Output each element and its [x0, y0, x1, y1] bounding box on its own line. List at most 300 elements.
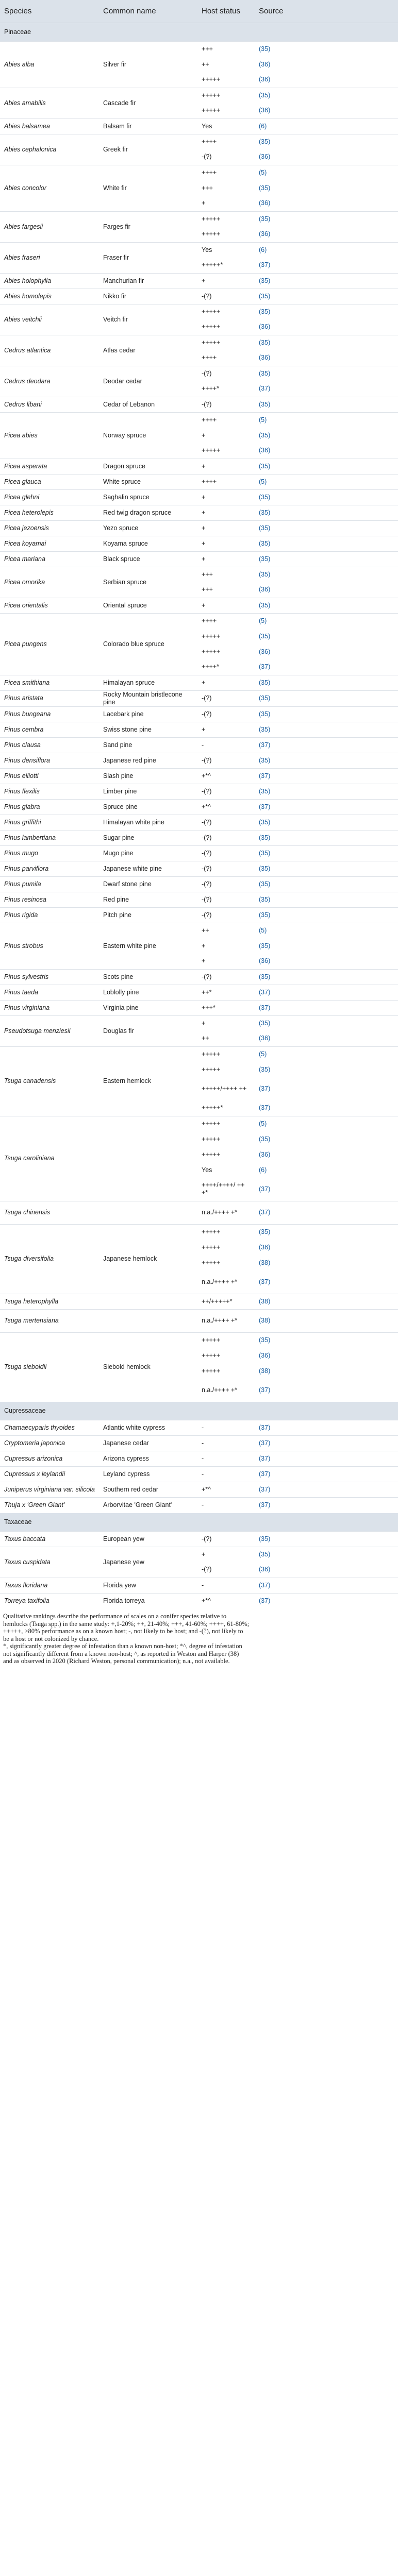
common-name: Virginia pine — [99, 1000, 197, 1015]
host-status-value: +++++ — [202, 632, 221, 640]
footnote-line: be a host or not colonized by chance. — [3, 1635, 99, 1642]
source-link: (35) — [259, 942, 271, 950]
host-status-value: +++++ — [202, 230, 221, 238]
header-source: Source — [255, 0, 398, 23]
species-name: Abies holophylla — [0, 273, 99, 289]
table-row — [0, 397, 398, 412]
host-status-value: Yes — [197, 242, 255, 258]
species-name: Pinus pumila — [0, 876, 99, 892]
common-name — [99, 1309, 197, 1332]
host-status-value: + — [197, 520, 255, 536]
source-link: (35) — [255, 892, 398, 907]
host-status-value: +++ — [197, 567, 255, 582]
species-name: Abies fargesii — [0, 211, 99, 242]
table-row — [0, 784, 398, 799]
species-name: Abies veitchii — [0, 304, 99, 335]
species-name: Tsuga mertensiana — [0, 1309, 99, 1332]
host-status-value: +++++ — [202, 1351, 221, 1359]
host-status-value: ++* — [197, 985, 255, 1000]
host-status-value: ++ — [197, 923, 255, 938]
table-row — [0, 1498, 398, 1513]
host-status-value: + — [197, 598, 255, 613]
source-link: (35) — [255, 520, 398, 536]
host-status-value: ++++* — [202, 663, 220, 671]
common-name: White fir — [99, 165, 197, 211]
table-row — [0, 1578, 398, 1593]
host-status-value: -(?) — [202, 1566, 212, 1573]
common-name: Serbian spruce — [99, 567, 197, 598]
host-status-value: +++++ — [197, 304, 255, 319]
common-name: Saghalin spruce — [99, 489, 197, 505]
species-name: Taxus baccata — [0, 1531, 99, 1547]
source-link: (37) — [255, 985, 398, 1000]
common-name: Limber pine — [99, 784, 197, 799]
source-link: (37) — [259, 1185, 271, 1193]
table-header-row — [0, 0, 398, 23]
host-status-value: - — [197, 737, 255, 753]
species-name: Pinus parviflora — [0, 861, 99, 876]
source-link: (35) — [255, 211, 398, 227]
host-status-value: - — [197, 1467, 255, 1482]
host-status-value: -(?) — [197, 907, 255, 923]
table-row — [0, 613, 398, 629]
source-link: (35) — [255, 335, 398, 350]
source-link: (35) — [255, 1547, 398, 1562]
species-name: Chamaecyparis thyoides — [0, 1420, 99, 1436]
table-row — [0, 273, 398, 289]
table-row — [0, 1451, 398, 1467]
footnote-line: +++++, >80% performance as on a known host; -, not likely to be host; and -(?), not likely to — [3, 1628, 243, 1635]
table-row — [0, 690, 398, 706]
species-name: Pinus mugo — [0, 845, 99, 861]
host-status-value: -(?) — [197, 706, 255, 722]
source-link: (36) — [259, 648, 271, 655]
common-name: Dwarf stone pine — [99, 876, 197, 892]
source-link: (36) — [259, 586, 271, 594]
table-row — [0, 304, 398, 319]
source-link: (5) — [255, 613, 398, 629]
table-row — [0, 1116, 398, 1131]
common-name — [99, 1294, 197, 1309]
table-row — [0, 1224, 398, 1240]
source-link: (5) — [255, 165, 398, 180]
source-link: (35) — [255, 876, 398, 892]
host-status-value: + — [197, 459, 255, 474]
host-status-value: ++++ — [197, 474, 255, 489]
source-link: (35) — [255, 273, 398, 289]
table-row — [0, 489, 398, 505]
host-status-value: +++++ — [197, 335, 255, 350]
common-name: Manchurian fir — [99, 273, 197, 289]
common-name: Silver fir — [99, 41, 197, 88]
species-name: Picea asperata — [0, 459, 99, 474]
footnote-line: hemlocks (Tsuga spp.) in the same study: +,1-20%; ++, 21-40%; +++, 41-60%; ++++, 61-80%; — [3, 1620, 250, 1628]
table-row — [0, 1547, 398, 1562]
table-row — [0, 459, 398, 474]
host-status-value: + — [197, 505, 255, 520]
host-status-value: n.a./++++ +* — [202, 1278, 238, 1285]
species-name: Picea abies — [0, 412, 99, 459]
source-link: (35) — [255, 969, 398, 985]
table-row — [0, 675, 398, 690]
source-link: (35) — [255, 134, 398, 149]
species-name: Picea orientalis — [0, 598, 99, 613]
source-link: (6) — [255, 118, 398, 134]
source-link: (35) — [255, 830, 398, 845]
host-status-value: +++++ — [197, 88, 255, 103]
table-row — [0, 815, 398, 830]
table-row — [0, 706, 398, 722]
host-status-value: + — [197, 722, 255, 737]
species-name: Thuja x 'Green Giant' — [0, 1498, 99, 1513]
common-name: Black spruce — [99, 551, 197, 567]
table-row — [0, 1015, 398, 1031]
host-status-value: ++++ — [197, 412, 255, 428]
table-row — [0, 1294, 398, 1309]
table-row — [0, 876, 398, 892]
family-row — [0, 23, 398, 41]
species-name: Pinus cembra — [0, 722, 99, 737]
common-name: Slash pine — [99, 768, 197, 784]
host-status-value: -(?) — [197, 892, 255, 907]
source-link: (5) — [255, 923, 398, 938]
source-link: (35) — [255, 706, 398, 722]
host-status-value: +*^ — [197, 799, 255, 815]
table-row — [0, 289, 398, 304]
species-name: Picea smithiana — [0, 675, 99, 690]
common-name: Himalayan white pine — [99, 815, 197, 830]
host-status-value: - — [197, 1436, 255, 1451]
common-name: Himalayan spruce — [99, 675, 197, 690]
host-status-value: +++ — [197, 41, 255, 57]
common-name: Greek fir — [99, 134, 197, 165]
host-status-value: +++ — [202, 184, 213, 192]
source-link: (5) — [255, 1046, 398, 1062]
species-name: Pinus griffithi — [0, 815, 99, 830]
source-link: (5) — [255, 1116, 398, 1131]
common-name: Rocky Mountain bristlecone pine — [99, 690, 197, 706]
common-name: Pitch pine — [99, 907, 197, 923]
species-name: Picea mariana — [0, 551, 99, 567]
species-name: Picea pungens — [0, 613, 99, 675]
host-status-value: +++++ — [202, 107, 221, 114]
table-row — [0, 1482, 398, 1498]
host-status-value: +++++ — [197, 1116, 255, 1131]
species-name: Pinus clausa — [0, 737, 99, 753]
source-link: (35) — [255, 815, 398, 830]
common-name: Loblolly pine — [99, 985, 197, 1000]
source-link: (35) — [255, 88, 398, 103]
host-status-value: -(?) — [197, 1531, 255, 1547]
common-name: Arborvitae 'Green Giant' — [99, 1498, 197, 1513]
host-status-value: Yes — [197, 118, 255, 134]
host-status-value: ++++ — [197, 613, 255, 629]
source-link: (36) — [259, 76, 271, 83]
table-row — [0, 1467, 398, 1482]
header-host-status: Host status — [197, 0, 255, 23]
table-row — [0, 412, 398, 428]
source-link: (35) — [255, 690, 398, 706]
host-status-value: + — [197, 536, 255, 551]
source-link: (35) — [255, 722, 398, 737]
host-status-value: +++++ — [202, 1135, 221, 1143]
host-status-value: ++ — [202, 60, 209, 68]
common-name: Leyland cypress — [99, 1467, 197, 1482]
source-link: (36) — [259, 60, 271, 68]
common-name: Koyama spruce — [99, 536, 197, 551]
host-status-value: ++/+++++* — [197, 1294, 255, 1309]
species-name: Cryptomeria japonica — [0, 1436, 99, 1451]
host-status-value: +++++ — [202, 447, 221, 454]
host-status-value: -(?) — [197, 784, 255, 799]
host-status-value: -(?) — [197, 845, 255, 861]
table-row — [0, 892, 398, 907]
table-row — [0, 536, 398, 551]
family-row — [0, 1513, 398, 1532]
table-row — [0, 551, 398, 567]
source-link: (35) — [259, 1065, 271, 1073]
host-status-value: + — [197, 551, 255, 567]
host-status-value: +++++ — [202, 1150, 221, 1158]
source-link: (38) — [259, 1259, 271, 1266]
table-row — [0, 1000, 398, 1015]
source-link: (36) — [259, 153, 271, 161]
source-link: (35) — [259, 1135, 271, 1143]
species-name: Pinus lambertiana — [0, 830, 99, 845]
common-name: Florida torreya — [99, 1593, 197, 1608]
family-name: Taxaceae — [0, 1513, 398, 1532]
host-status-value: - — [197, 1451, 255, 1467]
host-status-value: +++++ — [202, 1243, 221, 1251]
host-status-value: +*^ — [197, 1593, 255, 1608]
common-name: Balsam fir — [99, 118, 197, 134]
host-status-value: + — [202, 942, 206, 950]
host-status-value: + — [197, 675, 255, 690]
table-row — [0, 1436, 398, 1451]
source-link: (38) — [259, 1367, 271, 1375]
host-status-value: +++++ — [197, 1224, 255, 1240]
source-link: (35) — [255, 784, 398, 799]
source-link: (36) — [259, 1566, 271, 1573]
source-link: (35) — [255, 753, 398, 768]
common-name — [99, 1201, 197, 1224]
host-status-value: +++++ — [197, 1332, 255, 1348]
table-row — [0, 88, 398, 103]
common-name: Fraser fir — [99, 242, 197, 273]
common-name: Eastern white pine — [99, 923, 197, 969]
host-status-value: + — [197, 1015, 255, 1031]
source-link: (35) — [259, 632, 271, 640]
table-row — [0, 1531, 398, 1547]
host-status-value: n.a./++++ +* — [197, 1201, 255, 1224]
species-name: Cedrus deodara — [0, 366, 99, 397]
common-name: Japanese yew — [99, 1547, 197, 1578]
table-row — [0, 165, 398, 180]
species-name: Tsuga sieboldii — [0, 1332, 99, 1402]
footnote-line: *, significantly greater degree of infestation than a known non-host; *^, degree of infestation — [3, 1642, 242, 1650]
species-name: Pinus aristata — [0, 690, 99, 706]
host-status-value: +++++ — [202, 1065, 221, 1073]
host-status-value: +++ — [202, 586, 213, 594]
source-link: (36) — [259, 354, 271, 362]
table-row — [0, 969, 398, 985]
host-status-value: +++++/++++ ++ — [202, 1085, 247, 1092]
source-link: (37) — [255, 1482, 398, 1498]
source-link: (35) — [255, 567, 398, 582]
table-row — [0, 598, 398, 613]
host-status-value: +*^ — [197, 1482, 255, 1498]
common-name: Japanese cedar — [99, 1436, 197, 1451]
common-name: Cascade fir — [99, 88, 197, 118]
table-row — [0, 335, 398, 350]
species-name: Tsuga heterophylla — [0, 1294, 99, 1309]
source-link: (36) — [259, 957, 271, 965]
source-link: (35) — [255, 551, 398, 567]
source-link: (35) — [255, 1224, 398, 1240]
host-status-value: ++++ — [202, 354, 217, 362]
species-name: Torreya taxifolia — [0, 1593, 99, 1608]
common-name: Norway spruce — [99, 412, 197, 459]
common-name: Colorado blue spruce — [99, 613, 197, 675]
table-row — [0, 41, 398, 57]
species-name: Picea koyamai — [0, 536, 99, 551]
common-name: European yew — [99, 1531, 197, 1547]
host-status-value: -(?) — [197, 815, 255, 830]
table-row — [0, 520, 398, 536]
table-row — [0, 242, 398, 258]
host-status-value: -(?) — [202, 153, 212, 161]
host-status-value: - — [197, 1420, 255, 1436]
source-link: (35) — [255, 1015, 398, 1031]
species-name: Abies cephalonica — [0, 134, 99, 165]
host-status-value: Yes — [202, 1166, 212, 1174]
table-row — [0, 985, 398, 1000]
source-link: (35) — [255, 289, 398, 304]
common-name: Atlas cedar — [99, 335, 197, 366]
common-name: Japanese white pine — [99, 861, 197, 876]
host-status-value: + — [197, 273, 255, 289]
species-name: Pinus glabra — [0, 799, 99, 815]
common-name: Siebold hemlock — [99, 1332, 197, 1402]
source-link: (37) — [255, 737, 398, 753]
host-status-value: -(?) — [197, 876, 255, 892]
species-name: Pinus bungeana — [0, 706, 99, 722]
source-link: (35) — [255, 845, 398, 861]
species-name: Picea glauca — [0, 474, 99, 489]
species-name: Abies homolepis — [0, 289, 99, 304]
host-status-value: +++++ — [202, 1367, 221, 1375]
species-name: Tsuga chinensis — [0, 1201, 99, 1224]
host-status-value: +++++* — [202, 1104, 223, 1112]
species-name: Taxus cuspidata — [0, 1547, 99, 1578]
source-link: (37) — [259, 1085, 271, 1092]
species-name: Cupressus x leylandii — [0, 1467, 99, 1482]
source-link: (36) — [259, 199, 271, 207]
source-link: (36) — [259, 1035, 271, 1042]
common-name: Spruce pine — [99, 799, 197, 815]
source-link: (36) — [259, 1351, 271, 1359]
common-name: Southern red cedar — [99, 1482, 197, 1498]
host-status-value: + — [202, 199, 206, 207]
host-status-value: n.a./++++ +* — [202, 1386, 238, 1394]
source-link: (37) — [259, 1278, 271, 1285]
host-status-value: +++++ — [202, 323, 221, 331]
host-status-value: ++++* — [202, 385, 220, 393]
species-name: Pinus elliotti — [0, 768, 99, 784]
species-name: Picea heterolepis — [0, 505, 99, 520]
family-name: Cupressaceae — [0, 1402, 398, 1420]
source-link: (35) — [259, 431, 271, 439]
source-link: (35) — [255, 907, 398, 923]
host-status-value: -(?) — [197, 753, 255, 768]
table-row — [0, 1201, 398, 1224]
source-link: (37) — [255, 1451, 398, 1467]
table-row — [0, 474, 398, 489]
source-link: (35) — [255, 41, 398, 57]
source-link: (36) — [259, 1243, 271, 1251]
common-name: Oriental spruce — [99, 598, 197, 613]
source-link: (37) — [259, 385, 271, 393]
source-link: (35) — [255, 397, 398, 412]
table-row — [0, 1332, 398, 1348]
source-link: (38) — [255, 1309, 398, 1332]
common-name: Cedar of Lebanon — [99, 397, 197, 412]
common-name: Yezo spruce — [99, 520, 197, 536]
source-link: (35) — [255, 1531, 398, 1547]
species-name: Abies amabilis — [0, 88, 99, 118]
source-link: (35) — [255, 459, 398, 474]
source-link: (36) — [259, 1150, 271, 1158]
source-link: (35) — [255, 304, 398, 319]
source-link: (37) — [255, 799, 398, 815]
source-link: (37) — [259, 1386, 271, 1394]
host-status-value: ++ — [202, 1035, 209, 1042]
source-link: (37) — [259, 663, 271, 671]
common-name: Scots pine — [99, 969, 197, 985]
species-name: Cedrus libani — [0, 397, 99, 412]
species-name: Pinus resinosa — [0, 892, 99, 907]
table-footnote — [0, 1608, 398, 1665]
host-status-value: - — [197, 1578, 255, 1593]
species-name: Picea omorika — [0, 567, 99, 598]
host-status-value: -(?) — [197, 366, 255, 381]
header-species: Species — [0, 0, 99, 23]
common-name: Douglas fir — [99, 1015, 197, 1046]
table-row — [0, 907, 398, 923]
common-name: Mugo pine — [99, 845, 197, 861]
species-name: Taxus floridana — [0, 1578, 99, 1593]
host-status-value: -(?) — [197, 830, 255, 845]
host-status-value: ++++ — [197, 134, 255, 149]
table-row — [0, 1046, 398, 1062]
table-row — [0, 861, 398, 876]
species-name: Pinus rigida — [0, 907, 99, 923]
source-link: (35) — [255, 505, 398, 520]
table-row — [0, 1593, 398, 1608]
source-link: (6) — [255, 242, 398, 258]
table-row — [0, 830, 398, 845]
host-status-value: +++++ — [197, 211, 255, 227]
species-name: Tsuga canadensis — [0, 1046, 99, 1116]
host-status-value: -(?) — [197, 289, 255, 304]
source-link: (38) — [255, 1294, 398, 1309]
common-name: Red twig dragon spruce — [99, 505, 197, 520]
species-name: Cupressus arizonica — [0, 1451, 99, 1467]
common-name: Nikko fir — [99, 289, 197, 304]
common-name: Lacebark pine — [99, 706, 197, 722]
species-name: Juniperus virginiana var. silicola — [0, 1482, 99, 1498]
species-name: Pinus sylvestris — [0, 969, 99, 985]
